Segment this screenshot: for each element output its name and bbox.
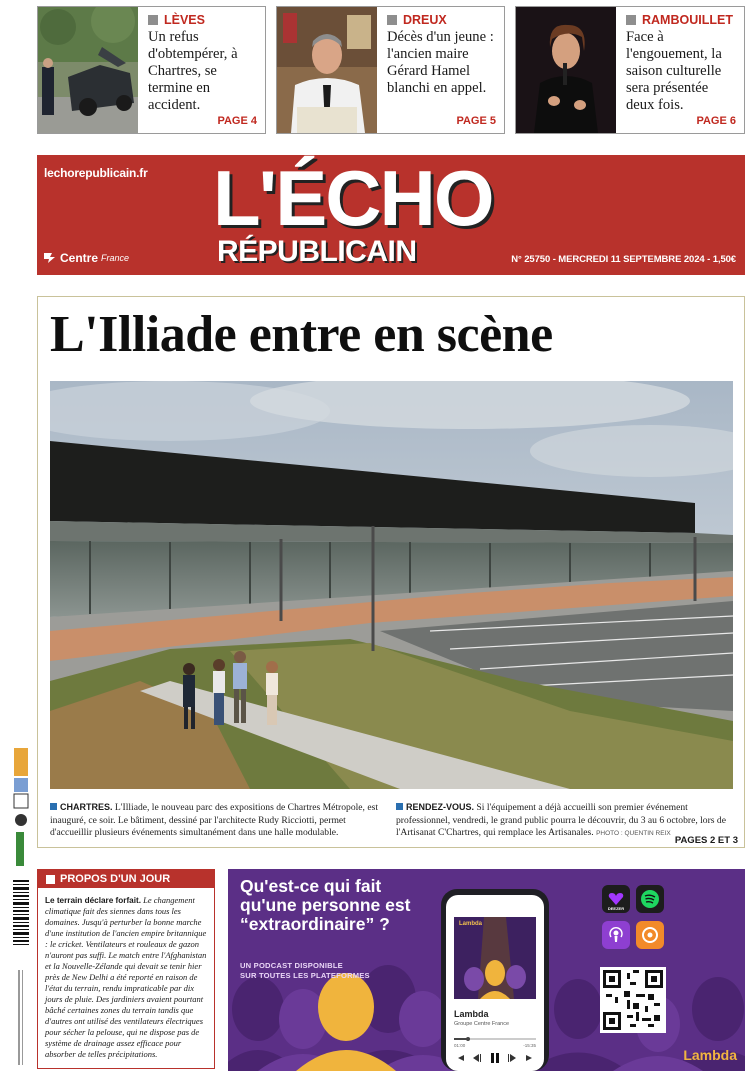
teaser-photo-performer bbox=[516, 7, 616, 133]
propos-heading-label: PROPOS D'UN JOUR bbox=[60, 873, 171, 885]
propos-lead: Le terrain déclare forfait. bbox=[45, 896, 142, 905]
pages-ref[interactable]: PAGES 2 ET 3 bbox=[674, 835, 738, 846]
centre-france-logo bbox=[43, 251, 129, 265]
square-bullet-icon bbox=[50, 803, 57, 810]
main-story bbox=[37, 296, 745, 848]
website-link[interactable]: lechorepublicain.fr bbox=[44, 166, 148, 180]
qr-code[interactable] bbox=[600, 967, 666, 1033]
podcast-cover bbox=[454, 917, 536, 999]
apple-podcasts-icon[interactable] bbox=[602, 921, 630, 949]
square-bullet-icon bbox=[148, 15, 158, 25]
main-photo-illiade bbox=[50, 381, 733, 789]
teaser-page-ref[interactable]: PAGE 4 bbox=[217, 115, 257, 127]
podcast-publisher: Groupe Centre France bbox=[454, 1021, 510, 1027]
ad-subtitle-line1: UN PODCAST DISPONIBLE bbox=[240, 961, 343, 970]
teaser-page-ref[interactable]: PAGE 6 bbox=[696, 115, 736, 127]
teaser-dreux[interactable] bbox=[276, 6, 505, 134]
pause-icon[interactable] bbox=[491, 1053, 494, 1063]
remaining-time: -15:35 bbox=[523, 1043, 536, 1048]
propos-heading bbox=[38, 870, 214, 888]
deezer-label: DEEZER bbox=[607, 906, 625, 911]
propos-text: Le changement climatique fait des siennes dans tous les domaines. Jusqu'à perturber la bonne marche d'une institution de l'ancien empire britannique : le cricket. Ventilateurs et rouleaux de gazon n'auront pas suffi. Le match entre l'Afghanistan et la Nouvelle-Zélande qui devait se tenir hier près de New Delhi a été reporté en raison de l'état du terrain, rendu impraticable par dix jours de pluie. Des jardiniers avaient pourtant bâché certaines zones du terrain tandis que d'autres ont utilisé des ventilateurs électriques pour sécher la pelouse, qui ne dispose pas de système de drainage assez efficace pour absorber de telles précipitations. bbox=[45, 895, 207, 1059]
square-bullet-icon bbox=[396, 803, 403, 810]
forward-icon[interactable] bbox=[526, 1055, 532, 1061]
teaser-rambouillet[interactable] bbox=[515, 6, 745, 134]
progress-bar[interactable] bbox=[454, 1037, 536, 1041]
propos-column bbox=[37, 869, 215, 1069]
teaser-kicker bbox=[148, 13, 257, 27]
player-controls bbox=[454, 1051, 536, 1065]
centre-france-suffix: France bbox=[101, 253, 130, 263]
caption-left-text: L'Illiade, le nouveau parc des expositions de Chartres Métropole, est inauguré, ce soir. Le bâtiment, dessiné par l'architecte Rudy Ricciotti, permet d'accueillir plusieurs événements simultanément dans une halle modulable. bbox=[50, 802, 379, 838]
caption-right-text: Si l'équipement a déjà accueilli son premier événement professionnel, vendredi, le grand public pourra le découvrir, du 3 au 6 octobre, lors de l'Artisanat C'Chartres, qui remplace les Artisanales. bbox=[396, 802, 726, 838]
ad-subtitle-line2: SUR TOUTES LES PLATEFORMES bbox=[240, 971, 370, 980]
teaser-kicker-label: LÈVES bbox=[164, 13, 205, 27]
podcast-cover-art bbox=[454, 917, 536, 999]
main-headline[interactable]: L'Illiade entre en scène bbox=[50, 306, 553, 363]
previous-icon[interactable] bbox=[473, 1054, 481, 1062]
square-bullet-icon bbox=[387, 15, 397, 25]
propos-body bbox=[45, 895, 211, 1060]
phone-screen bbox=[446, 895, 544, 1071]
podcast-name: Lambda bbox=[454, 1009, 489, 1019]
issue-info: N° 25750 - MERCREDI 11 SEPTEMBRE 2024 - 1,50€ bbox=[511, 254, 736, 265]
spotify-icon[interactable] bbox=[636, 885, 664, 913]
teaser-kicker-label: DREUX bbox=[403, 13, 447, 27]
teaser-text: Un refus d'obtempérer, à Chartres, se termine en accident. bbox=[148, 29, 238, 113]
masthead bbox=[37, 155, 745, 275]
teaser-leves[interactable] bbox=[37, 6, 266, 134]
teaser-photo-hamel bbox=[277, 7, 377, 133]
square-bullet-icon bbox=[626, 15, 636, 25]
teaser-kicker-label: RAMBOUILLET bbox=[642, 13, 733, 27]
newspaper-subtitle: RÉPUBLICAIN bbox=[217, 235, 417, 268]
square-bullet-icon bbox=[46, 875, 55, 884]
caption-left bbox=[50, 801, 387, 840]
centre-france-main: Centre bbox=[60, 251, 99, 265]
lambda-brand: Lambda bbox=[683, 1047, 737, 1063]
ad-title: Qu'est-ce qui fait qu'une personne est “extraordinaire” ? bbox=[240, 876, 411, 934]
teaser-page-ref[interactable]: PAGE 5 bbox=[456, 115, 496, 127]
podcast-addict-icon[interactable] bbox=[636, 921, 664, 949]
next-icon[interactable] bbox=[508, 1054, 516, 1062]
ad-subtitle bbox=[240, 961, 370, 981]
teaser-text: Face à l'engouement, la saison culturelle sera présentée deux fois. bbox=[626, 29, 722, 113]
rewind-icon[interactable] bbox=[458, 1055, 464, 1061]
teaser-kicker bbox=[626, 13, 736, 27]
centre-france-icon bbox=[43, 252, 57, 264]
newspaper-title: L'ÉCHO bbox=[213, 154, 493, 242]
caption-left-lead: CHARTRES. bbox=[60, 802, 113, 812]
side-strip bbox=[10, 740, 32, 1075]
photo-credit: PHOTO : QUENTIN REIX bbox=[596, 830, 671, 837]
podcast-ad[interactable] bbox=[228, 869, 745, 1071]
elapsed-time: 01:00 bbox=[454, 1043, 466, 1048]
deezer-icon[interactable] bbox=[602, 885, 630, 913]
phone-mockup bbox=[441, 889, 549, 1071]
teaser-photo-accident bbox=[38, 7, 138, 133]
caption-right-lead: RENDEZ-VOUS. bbox=[406, 802, 475, 812]
teaser-text: Décès d'un jeune : l'ancien maire Gérard Hamel blanchi en appel. bbox=[387, 29, 494, 96]
teaser-kicker bbox=[387, 13, 496, 27]
podcast-cover-label: Lambda bbox=[459, 921, 483, 927]
